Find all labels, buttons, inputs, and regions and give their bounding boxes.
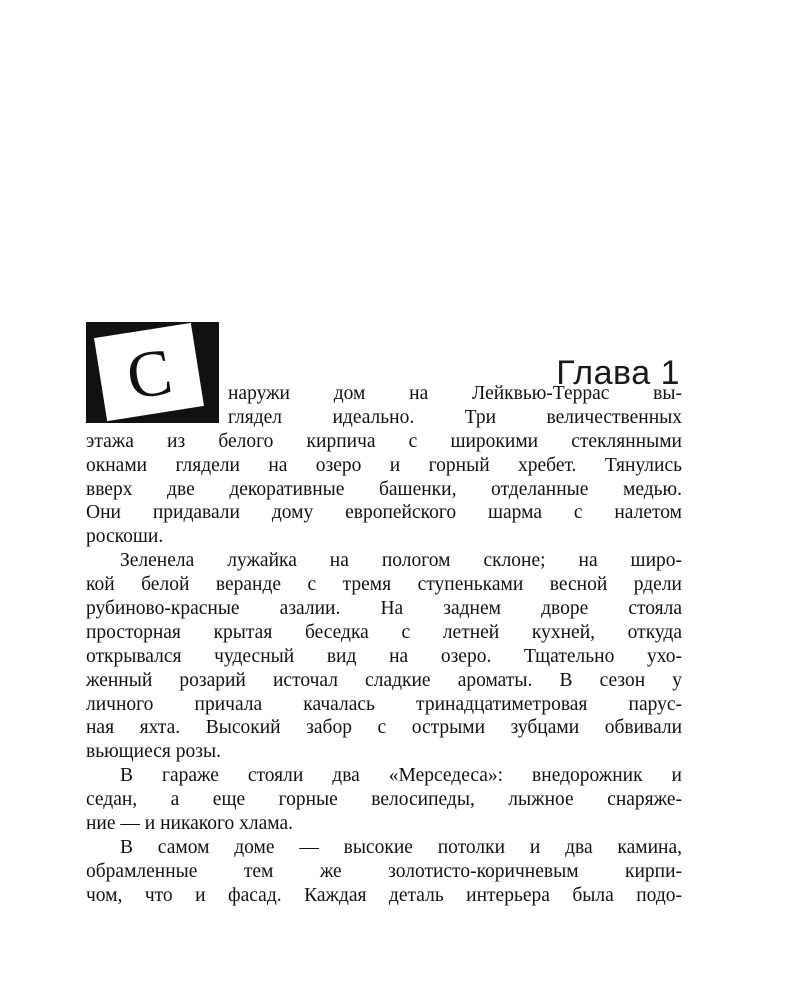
text-line: глядел идеально. Три величественных	[228, 406, 682, 428]
text-line: В самом доме — высокие потолки и два камина,	[120, 836, 682, 858]
drop-cap-letter: С	[121, 334, 177, 414]
text-line: вьющиеся розы.	[86, 741, 221, 763]
text-line: вверх две декоративные башенки, отделанные медью.	[86, 478, 682, 500]
text-line: личного причала качалась тринадцатиметровая парус-	[86, 693, 682, 715]
text-line: седан, а еще горные велосипеды, лыжное снаряже-	[86, 789, 682, 811]
text-line: кой белой веранде с тремя ступеньками весной рдели	[86, 574, 682, 596]
text-line: окнами глядели на озеро и горный хребет. Тянулись	[86, 454, 682, 476]
text-line: обрамленные тем же золотисто-коричневым кирпи-	[86, 860, 682, 882]
text-line: рубиново-красные азалии. На заднем дворе стояла	[86, 598, 682, 620]
text-line: просторная крытая беседка с летней кухней, откуда	[86, 621, 682, 643]
text-line: ная яхта. Высокий забор с острыми зубцами обвивали	[86, 717, 682, 739]
text-line: чом, что и фасад. Каждая деталь интерьера была подо-	[86, 884, 682, 906]
text-line: этажа из белого кирпича с широкими стеклянными	[86, 430, 682, 452]
text-line: Зеленела лужайка на пологом склоне; на широ-	[120, 550, 682, 572]
text-line: наружи дом на Лейквью-Террас вы-	[228, 383, 682, 404]
body-text	[86, 382, 682, 908]
chapter-title: Глава 1	[556, 353, 680, 392]
text-line: женный розарий источал сладкие ароматы. В сезон у	[86, 669, 682, 691]
text-line: роскоши.	[86, 526, 164, 548]
text-line: ние — и никакого хлама.	[86, 813, 294, 835]
text-line: открывался чудесный вид на озеро. Тщательно ухо-	[86, 645, 682, 667]
text-line: Они придавали дому европейского шарма с налетом	[86, 502, 682, 524]
text-line: В гараже стояли два «Мерседеса»: внедорожник и	[120, 765, 682, 787]
